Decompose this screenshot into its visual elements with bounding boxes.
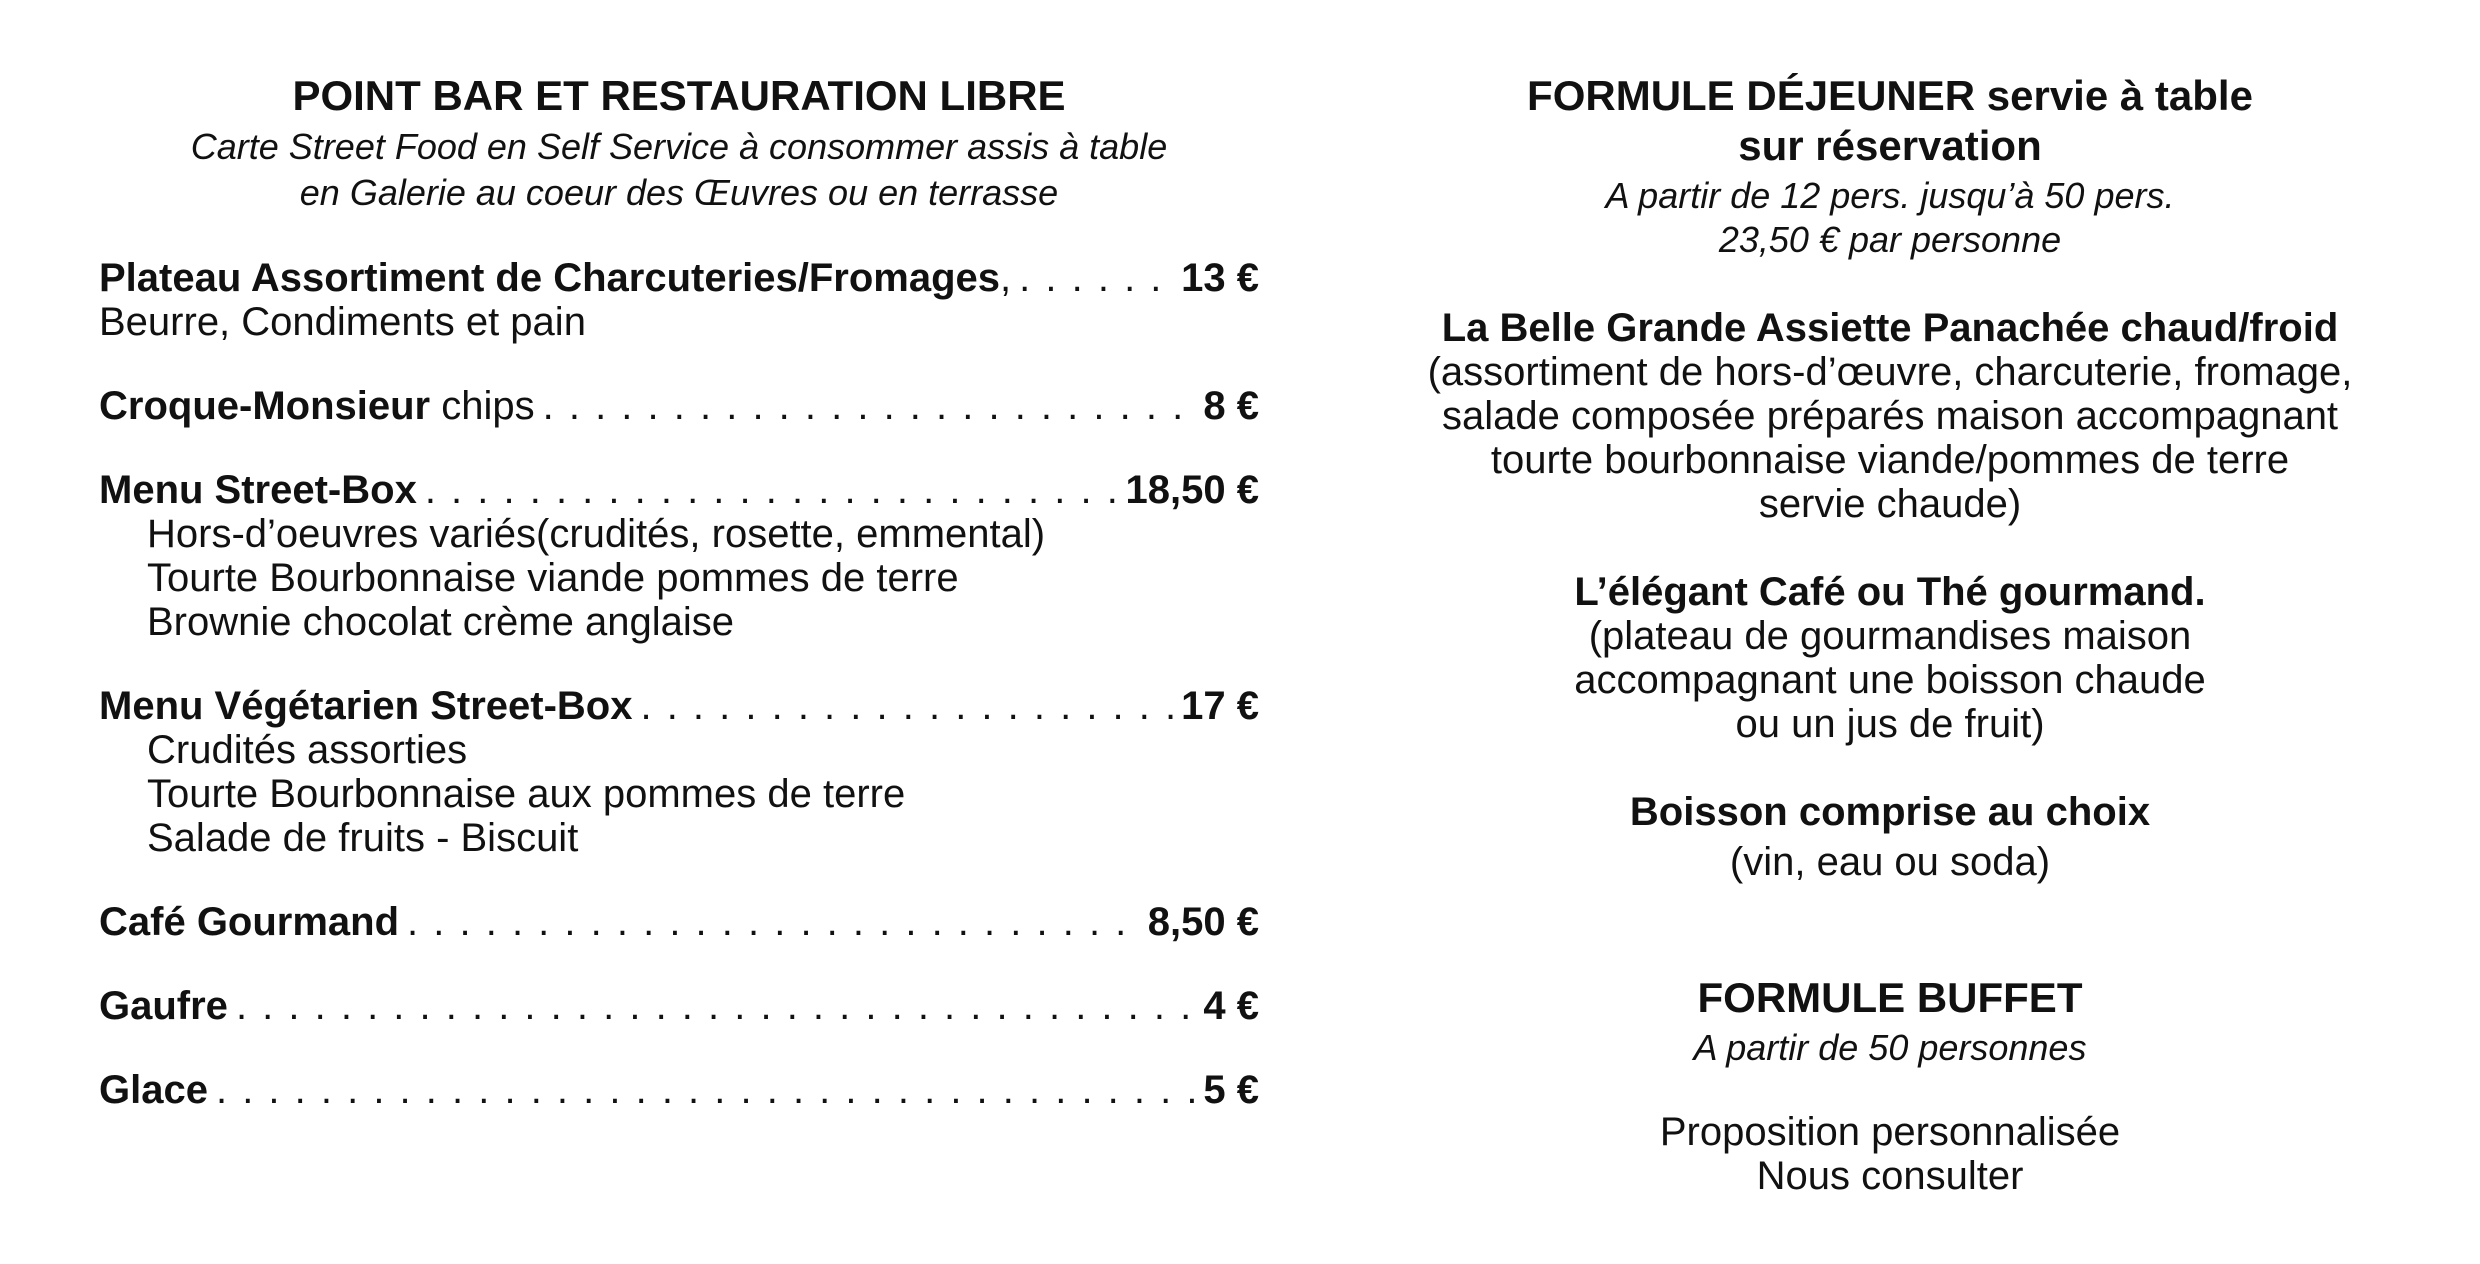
dot-leader bbox=[236, 984, 1195, 1028]
menu-item-detail: Brownie chocolat crème anglaise bbox=[147, 600, 734, 644]
menu-item-head bbox=[99, 1068, 1259, 1112]
cafe-head: L’élégant Café ou Thé gourmand. bbox=[1574, 570, 2206, 614]
menu-list bbox=[99, 256, 1259, 1112]
left-column bbox=[99, 68, 1259, 1152]
menu-item bbox=[99, 468, 1259, 644]
buffet-conditions: A partir de 50 personnes bbox=[1693, 1027, 2087, 1068]
menu-item bbox=[99, 684, 1259, 860]
boisson-head: Boisson comprise au choix bbox=[1629, 790, 2151, 834]
assiette-line: (assortiment de hors-d’œuvre, charcuterie, fromage, bbox=[1427, 350, 2353, 394]
assiette-line: salade composée préparés maison accompagnant bbox=[1441, 394, 2339, 438]
menu-item-detail: Crudités assorties bbox=[147, 728, 468, 772]
dot-leader bbox=[543, 384, 1196, 428]
boisson-line: (vin, eau ou soda) bbox=[1729, 840, 2051, 884]
formule-dejeuner-conditions: A partir de 12 pers. jusqu’à 50 pers. bbox=[1605, 175, 2175, 216]
menu-item-price: 4 € bbox=[1203, 984, 1259, 1028]
menu-item-price: 8,50 € bbox=[1147, 900, 1259, 944]
right-column bbox=[1380, 68, 2400, 1198]
menu-item-head bbox=[99, 684, 1259, 728]
menu-item-name bbox=[99, 384, 535, 428]
dot-leader bbox=[407, 900, 1140, 944]
menu-item-price: 18,50 € bbox=[1125, 468, 1259, 512]
menu-item-name-bold: Menu Végétarien Street-Box bbox=[99, 684, 633, 728]
menu-item-detail: Salade de fruits - Biscuit bbox=[147, 816, 579, 860]
menu-item-price: 5 € bbox=[1203, 1068, 1259, 1112]
menu-item-price: 13 € bbox=[1181, 256, 1259, 300]
left-title: POINT BAR ET RESTAURATION LIBRE bbox=[292, 72, 1066, 119]
boisson-block bbox=[1380, 790, 2400, 884]
formule-dejeuner-price: 23,50 € par personne bbox=[1718, 219, 2062, 260]
menu-item bbox=[99, 1068, 1259, 1112]
formule-dejeuner-title bbox=[1380, 68, 2400, 124]
menu-item-head bbox=[99, 468, 1259, 512]
menu-item-head bbox=[99, 984, 1259, 1028]
menu-item-price: 17 € bbox=[1181, 684, 1259, 728]
menu-item-name bbox=[99, 984, 228, 1028]
menu-item-head bbox=[99, 256, 1259, 300]
cafe-block bbox=[1380, 570, 2400, 746]
menu-item-name-bold: Croque-Monsieur bbox=[99, 384, 431, 428]
menu-item-name bbox=[99, 468, 417, 512]
left-subtitle-line-2: en Galerie au coeur des Œuvres ou en terrasse bbox=[299, 172, 1059, 213]
buffet-block bbox=[1380, 970, 2400, 1198]
cafe-line: accompagnant une boisson chaude bbox=[1574, 658, 2206, 702]
formule-dejeuner-title-bold: FORMULE DÉJEUNER bbox=[1527, 72, 1976, 119]
menu-item-detail: Tourte Bourbonnaise viande pommes de terre bbox=[147, 556, 959, 600]
assiette-line: tourte bourbonnaise viande/pommes de terre bbox=[1490, 438, 2290, 482]
menu-item bbox=[99, 900, 1259, 944]
menu-item-name bbox=[99, 1068, 208, 1112]
menu-item-price: 8 € bbox=[1203, 384, 1259, 428]
left-subtitle-line-1: Carte Street Food en Self Service à consommer assis à table bbox=[190, 126, 1168, 167]
menu-item-name-bold: Plateau Assortiment de Charcuteries/Fromages bbox=[99, 256, 1001, 300]
menu-item-name bbox=[99, 684, 632, 728]
menu-item bbox=[99, 384, 1259, 428]
dot-leader bbox=[216, 1068, 1195, 1112]
menu-item-name-bold: Menu Street-Box bbox=[99, 468, 417, 512]
menu-item bbox=[99, 256, 1259, 344]
menu-item-name bbox=[99, 900, 399, 944]
menu-item-head bbox=[99, 900, 1259, 944]
formule-dejeuner-title-rest: servie à table bbox=[1975, 72, 2253, 119]
buffet-title: FORMULE BUFFET bbox=[1697, 974, 2083, 1021]
formule-dejeuner-title-line2: sur réservation bbox=[1738, 122, 2042, 169]
buffet-line: Proposition personnalisée bbox=[1659, 1110, 2121, 1154]
buffet-line: Nous consulter bbox=[1756, 1154, 2024, 1198]
assiette-block bbox=[1380, 306, 2400, 526]
menu-item-name-bold: Café Gourmand bbox=[99, 900, 400, 944]
assiette-line: servie chaude) bbox=[1758, 482, 2022, 526]
menu-item-name-bold: Gaufre bbox=[99, 984, 228, 1028]
dot-leader bbox=[425, 468, 1118, 512]
dot-leader bbox=[1019, 256, 1173, 300]
menu-item-detail: Tourte Bourbonnaise aux pommes de terre bbox=[147, 772, 906, 816]
assiette-head: La Belle Grande Assiette Panachée chaud/froid bbox=[1441, 306, 2339, 350]
menu-item-name bbox=[99, 256, 1011, 300]
dot-leader bbox=[640, 684, 1173, 728]
menu-item-detail: Hors-d’oeuvres variés(crudités, rosette, emmental) bbox=[147, 512, 1046, 556]
menu-item bbox=[99, 984, 1259, 1028]
menu-item-head bbox=[99, 384, 1259, 428]
menu-item-name-suffix: chips bbox=[430, 384, 535, 428]
menu-item-name-suffix: , bbox=[1000, 256, 1012, 300]
menu-item-detail: Beurre, Condiments et pain bbox=[99, 300, 586, 344]
cafe-line: ou un jus de fruit) bbox=[1735, 702, 2045, 746]
menu-item-name-bold: Glace bbox=[99, 1068, 208, 1112]
cafe-line: (plateau de gourmandises maison bbox=[1588, 614, 2192, 658]
